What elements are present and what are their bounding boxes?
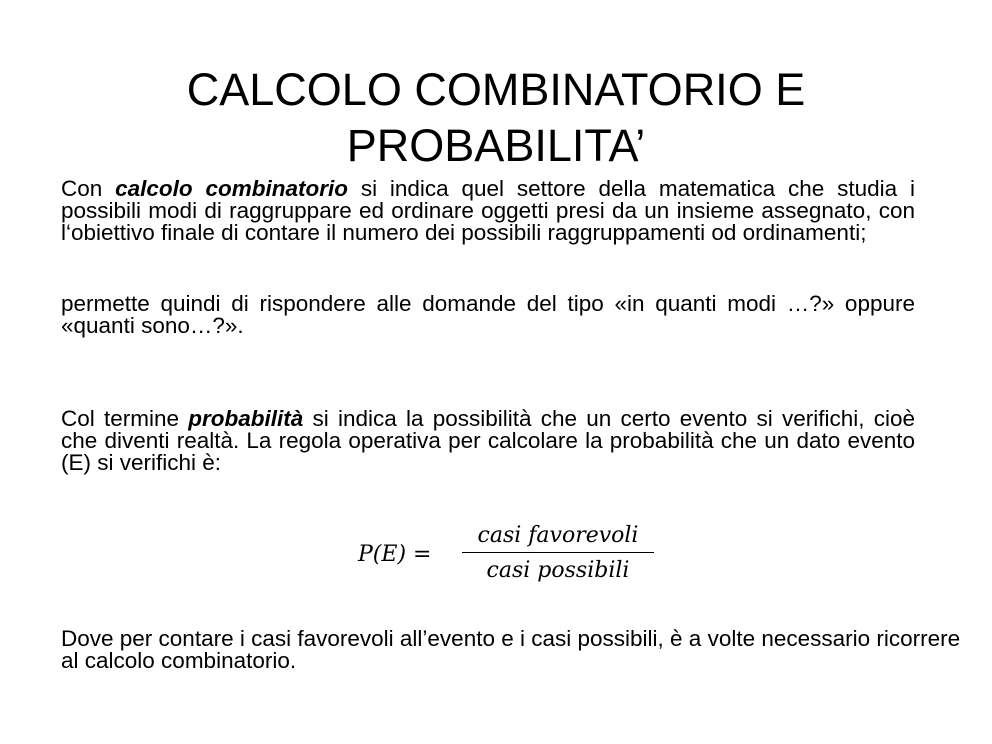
p3-post: si indica la possibilità che un certo evento si verifichi, cioè che diventi realtà. La regola operativa per calcolare la probabilità che un dato evento (E) si verifichi è: (61, 406, 915, 475)
paragraph-conclusione: Dove per contare i casi favorevoli all’evento e i casi possibili, è a volte necessario ricorrere al calcolo combinatorio. (61, 626, 961, 673)
formula-numerator: casi favorevoli (477, 523, 639, 548)
slide-title (60, 62, 932, 174)
formula-lhs: P(E) = (358, 542, 432, 567)
title-line-2: PROBABILITA’ (346, 120, 646, 172)
p1-pre: Con (61, 176, 116, 201)
fraction-bar (462, 552, 654, 553)
p3-pre: Col termine (61, 406, 189, 431)
paragraph-calcolo-combinatorio (61, 178, 915, 244)
formula-denominator: casi possibili (486, 558, 630, 583)
title-line-1: CALCOLO COMBINATORIO E (186, 64, 806, 116)
term-probabilita: probabilità (188, 406, 304, 431)
paragraph-domande: permette quindi di rispondere alle domande del tipo «in quanti modi …?» oppure «quanti sono…?». (61, 291, 915, 338)
formula-fraction (462, 522, 654, 585)
term-calcolo-combinatorio: calcolo combinatorio (115, 176, 348, 201)
p1-post: si indica quel settore della matematica che studia i possibili modi di raggruppare ed ordinare oggetti presi da un insieme assegnato, con l‘obiettivo finale di contare il numero dei possibili raggruppamenti od ordinamenti; (61, 176, 915, 245)
probability-formula (358, 522, 658, 592)
paragraph-probabilita (61, 408, 915, 474)
